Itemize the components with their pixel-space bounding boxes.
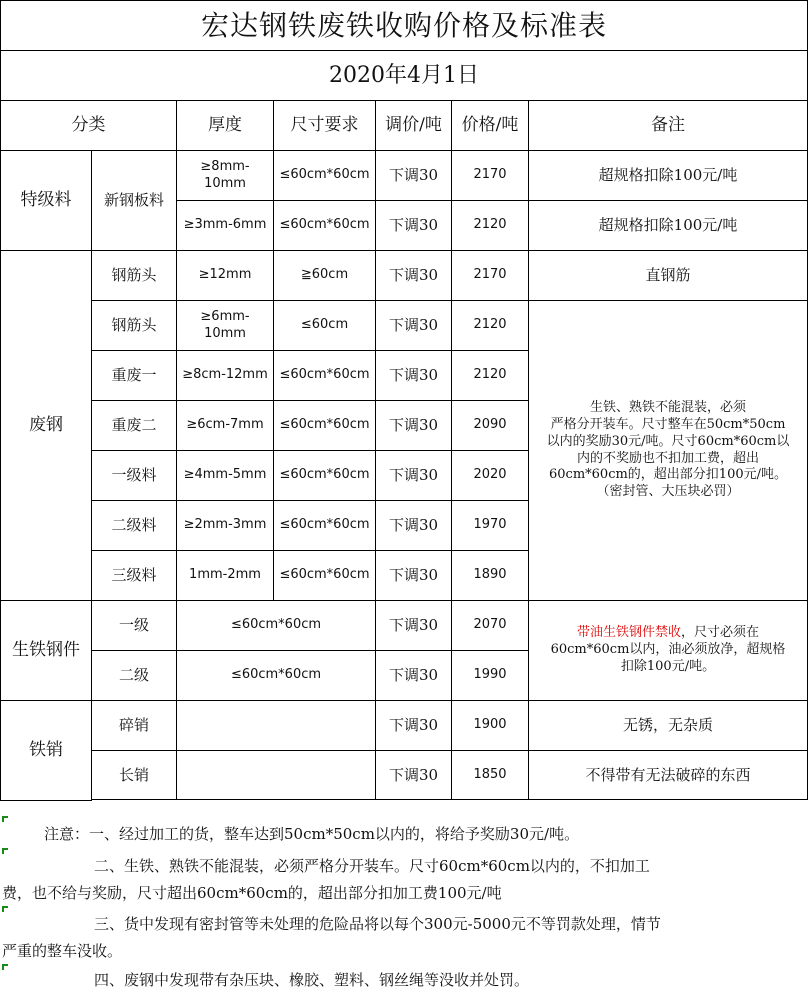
note-2b: 费，也不给与奖励，尺寸超出60cm*60cm的，超出部分扣加工费100元/吨 — [2, 884, 502, 902]
header-thickness: 厚度 — [177, 101, 274, 151]
row-price: 2070 — [452, 601, 529, 651]
row-adjust: 下调30 — [376, 751, 452, 800]
row-remark: 超规格扣除100元/吨 — [529, 201, 808, 251]
row-adjust: 下调30 — [376, 401, 452, 451]
row-size: ≤60cm*60cm — [177, 601, 376, 651]
row-size: ≤60cm*60cm — [274, 151, 376, 201]
remark-line: 60cm*60cm的，超出部分扣100元/吨。 — [549, 467, 787, 483]
row-adjust: 下调30 — [376, 551, 452, 601]
header-adjust: 调价/吨 — [376, 101, 452, 151]
row-sub: 三级料 — [92, 551, 177, 601]
row-adjust: 下调30 — [376, 451, 452, 501]
cell-marker-icon — [2, 816, 8, 822]
row-sub: 钢筋头 — [92, 251, 177, 301]
group-special: 特级料 — [0, 151, 92, 251]
row-sub: 一级料 — [92, 451, 177, 501]
row-remark: 直钢筋 — [529, 251, 808, 301]
note-3b: 严重的整车没收。 — [2, 942, 123, 960]
row-adjust: 下调30 — [376, 151, 452, 201]
row-adjust: 下调30 — [376, 251, 452, 301]
remark-line: 60cm*60cm以内，油必须放净，超规格 — [550, 642, 786, 658]
row-size: ≤60cm*60cm — [274, 551, 376, 601]
note-1: 注意：一、经过加工的货，整车达到50cm*50cm以内的，将给予奖励30元/吨。 — [44, 825, 580, 843]
table-date: 2020年4月1日 — [0, 51, 808, 101]
pig-iron-remark — [529, 601, 808, 701]
row-thickness: ≥12mm — [177, 251, 274, 301]
row-thickness: ≥8cm-12mm — [177, 351, 274, 401]
row-price: 2170 — [452, 151, 529, 201]
row-adjust: 下调30 — [376, 201, 452, 251]
row-sub: 二级料 — [92, 501, 177, 551]
group-pig-iron: 生铁钢件 — [0, 601, 92, 701]
cell-marker-icon — [2, 964, 8, 970]
row-thickness: 1mm-2mm — [177, 551, 274, 601]
row-price: 1970 — [452, 501, 529, 551]
scrap-remark — [529, 301, 808, 601]
row-sub: 碎销 — [92, 701, 177, 751]
row-price: 1850 — [452, 751, 529, 800]
header-price: 价格/吨 — [452, 101, 529, 151]
row-thickness: ≥2mm-3mm — [177, 501, 274, 551]
row-adjust: 下调30 — [376, 701, 452, 751]
row-thickness: ≥6cm-7mm — [177, 401, 274, 451]
remark-line — [577, 625, 759, 642]
row-thickness: ≥3mm-6mm — [177, 201, 274, 251]
row-adjust: 下调30 — [376, 301, 452, 351]
row-remark: 不得带有无法破碎的东西 — [529, 751, 808, 800]
row-price: 2090 — [452, 401, 529, 451]
header-remark: 备注 — [529, 101, 808, 151]
note-2a: 二、生铁、熟铁不能混装，必须严格分开装车。尺寸60cm*60cm以内的，不扣加工 — [94, 857, 650, 875]
cell-marker-icon — [2, 906, 8, 912]
row-price: 1990 — [452, 651, 529, 701]
row-price: 2120 — [452, 351, 529, 401]
remark-line: 内的不奖励也不扣加工费，超出 — [576, 450, 759, 466]
group-pin: 铁销 — [0, 701, 92, 801]
row-sub: 一级 — [92, 601, 177, 651]
cell-marker-icon — [2, 848, 8, 854]
row-sub: 重废二 — [92, 401, 177, 451]
row-adjust: 下调30 — [376, 601, 452, 651]
remark-line: 严格分开装车。尺寸整车在50cm*50cm — [550, 416, 786, 432]
remark-line: 扣除100元/吨。 — [620, 658, 716, 674]
remark-text: ，尺寸必须在 — [681, 625, 760, 641]
row-size: ≧60cm — [274, 251, 376, 301]
row-thickness: ≥4mm-5mm — [177, 451, 274, 501]
note-4: 四、废钢中发现带有杂压块、橡胶、塑料、钢丝绳等没收并处罚。 — [94, 971, 530, 989]
row-price: 2120 — [452, 201, 529, 251]
empty-cell — [177, 701, 376, 751]
row-remark: 超规格扣除100元/吨 — [529, 151, 808, 201]
row-price: 2120 — [452, 301, 529, 351]
header-size: 尺寸要求 — [274, 101, 376, 151]
row-sub: 长销 — [92, 751, 177, 800]
row-sub: 钢筋头 — [92, 301, 177, 351]
remark-line: 以内的奖励30元/吨。尺寸60cm*60cm以 — [546, 433, 790, 449]
header-category: 分类 — [0, 101, 177, 151]
row-thickness: ≥8mm-10mm — [177, 151, 274, 201]
row-size: ≤60cm*60cm — [274, 351, 376, 401]
note-3a: 三、货中发现有密封管等未处理的危险品将以每个300元-5000元不等罚款处理，情节 — [94, 915, 661, 933]
row-remark: 无锈，无杂质 — [529, 701, 808, 751]
row-size: ≤60cm — [274, 301, 376, 351]
remark-line: 生铁、熟铁不能混装，必须 — [589, 399, 746, 415]
empty-cell — [177, 751, 376, 800]
row-size: ≤60cm*60cm — [274, 201, 376, 251]
row-price: 2020 — [452, 451, 529, 501]
row-price: 2170 — [452, 251, 529, 301]
row-thickness: ≥6mm-10mm — [177, 301, 274, 351]
table-title: 宏达钢铁废铁收购价格及标准表 — [0, 0, 808, 51]
row-price: 1900 — [452, 701, 529, 751]
row-adjust: 下调30 — [376, 351, 452, 401]
row-size: ≤60cm*60cm — [177, 651, 376, 701]
row-sub: 新钢板料 — [92, 151, 177, 251]
row-adjust: 下调30 — [376, 501, 452, 551]
row-size: ≤60cm*60cm — [274, 401, 376, 451]
row-size: ≤60cm*60cm — [274, 501, 376, 551]
forbidden-note: 带油生铁钢件禁收 — [576, 625, 681, 641]
remark-line: （密封管、大压块必罚） — [596, 484, 740, 500]
row-sub: 重废一 — [92, 351, 177, 401]
row-sub: 二级 — [92, 651, 177, 701]
group-scrap: 废钢 — [0, 251, 92, 601]
row-adjust: 下调30 — [376, 651, 452, 701]
row-size: ≤60cm*60cm — [274, 451, 376, 501]
row-price: 1890 — [452, 551, 529, 601]
